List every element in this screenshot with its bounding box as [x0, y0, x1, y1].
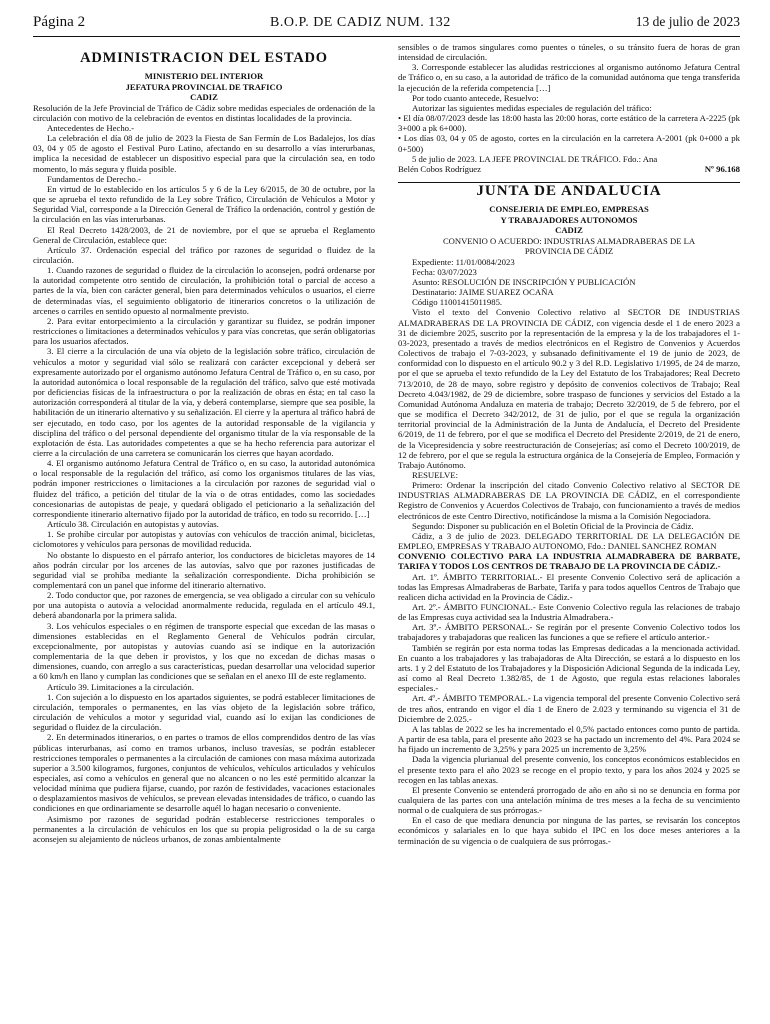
paragraph: Por todo cuanto antecede, Resuelvo: — [412, 92, 539, 103]
paragraph: 3. El cierre a la circulación de una vía objeto de la legislación sobre tráfico, circulación de vehículos a motor y seguridad vial sólo se realizará con carácter excepcional y deberá ser expresamente autorizado por el organismo autónomo Jefatura Central de Tráfico o, en su caso, por la autoridad autonómica o local responsable de la regulación del tráfico, salvo que esté motivada por deficiencias físicas de la infraestructura o por la realización de obras en ésta; en tal caso la autorización corresponderá al titular de la vía, y deberá contemplarse, siempre que sea posible, la habilitación de un itinerario alternativo y su señalización. El cierre y la apertura al tráfico habrá de ser ejecutado, en todo caso, por los agentes de la autoridad responsable de la vigilancia y disciplina del tráfico o del personal dependiente del organismo titular de la vía responsable de la explotación de ésta. Las autoridades competentes a que se ha hecho referencia para autorizar el cierre a la circulación de una carretera se comunicarán los cierres que hayan acordado. — [33, 346, 375, 458]
paragraph: 2. En determinados itinerarios, o en partes o tramos de ellos comprendidos dentro de las vías públicas interurbanas, así como en tramos urbanos, incluso travesías, se podrán establecer restricciones temporales o permanentes a la circulación de camiones con masa máxima autorizada superior a 3.500 kilogramos, furgones, conjuntos de vehículos, vehículos articulados y vehículos especiales, así como a vehículos en general que no alcancen o no les esté permitido alcanzar la velocidad mínima que pudiera fijarse, cuando, por razón de festividades, vacaciones estacionales o desplazamientos masivos de vehículos, se prevean elevadas intensidades de tráfico, o cuando las condiciones en que ordinariamente se desarrolle aquél lo hagan necesario o conveniente. — [33, 732, 375, 814]
paragraph: A las tablas de 2022 se les ha incrementado el 0,5% pactado entonces como punto de partida. A partir de esa tabla, para el presente año 2023 se ha pactado un incremento del 4%. Para 2024 se ha fijado un incremento de 3,25% y para 2025 un incremento de 3,25% — [398, 723, 740, 755]
consejeria-name: CONSEJERIA DE EMPLEO, EMPRESAS — [489, 204, 649, 215]
meta-line: Expediente: 11/01/0084/2023 — [412, 256, 515, 267]
paragraph: Resolución de la Jefe Provincial de Tráfico de Cádiz sobre medidas especiales de ordenación de la circulación con motivo de la celebración de eventos en distintas localidades de la provincia. — [33, 102, 375, 123]
bulletin-title: B.O.P. DE CADIZ NUM. 132 — [270, 15, 451, 30]
paragraph: 2. Para evitar entorpecimiento a la circulación y garantizar su fluidez, se podrán imponer restricciones o limitaciones a determinados vehículos y para vías concretas, que serán obligatorias para los usuarios afectados. — [33, 315, 375, 347]
paragraph: Artículo 37. Ordenación especial del tráfico por razones de seguridad o fluidez de la circulación. — [33, 244, 375, 265]
bulletin-date: 13 de julio de 2023 — [635, 14, 740, 29]
paragraph: Primero: Ordenar la inscripción del citado Convenio Colectivo relativo al SECTOR DE INDUSTRIAS ALMADRABERAS DE LA PROVINCIA DE CÁDIZ, en el correspondiente Registro de Convenios y Acuerdos Colectivos de Trabajo, con funcionamiento a través de medios electrónicos de este Centro Directivo, notificándose la misma a la Comisión Negociadora. — [398, 480, 740, 521]
page-number: Página 2 — [33, 14, 86, 30]
paragraph: Antecedentes de Hecho.- — [47, 122, 135, 133]
paragraph: Art. 3º.- ÁMBITO PERSONAL.- Se regirán por el presente Convenio Colectivo todos los trabajadores y trabajadoras que realicen las funciones a que se refiere el artículo anterior.- — [398, 622, 740, 643]
meta-line: Destinatario: JAIME SUAREZ OCAÑA — [412, 287, 554, 298]
paragraph: 2. Todo conductor que, por razones de emergencia, se vea obligado a circular con su vehículo por una autopista o autovía a velocidad anormalmente reducida, regulada en el artículo 49.1, deberá abandonarla por la primera salida. — [33, 590, 375, 621]
paragraph: • El día 08/07/2023 desde las 18:00 hasta las 20:00 horas, corte estático de la carretera A-2225 (pk 3+000 a pk 6+000). — [398, 113, 740, 134]
left-column — [33, 42, 375, 846]
office-city: CADIZ — [190, 92, 218, 103]
paragraph: Art. 2º.- ÁMBITO FUNCIONAL.- Este Convenio Colectivo regula las relaciones de trabajo de las Empresas cuya actividad sea la Industria Almadrabera.- — [398, 602, 740, 623]
meta-line: Fecha: 03/07/2023 — [412, 266, 477, 277]
consejeria-name-2: Y TRABAJADORES AUTONOMOS — [500, 214, 638, 225]
right-column — [398, 42, 740, 846]
paragraph: En virtud de lo establecido en los artículos 5 y 6 de la Ley 6/2015, de 30 de octubre, por la que se aprueba el texto refundido de la Ley sobre Tráfico, Circulación de Vehículos a Motor y Seguridad Vial, corresponde a la Dirección General de Tráfico la ordenación, control y gestión de la circulación en las vías interurbanas. — [33, 183, 375, 225]
consejeria-city: CADIZ — [555, 225, 583, 236]
paragraph: Fundamentos de Derecho.- — [47, 173, 141, 184]
paragraph: 1. Con sujeción a lo dispuesto en los apartados siguientes, se podrá establecer limitaciones de circulación, temporales o permanentes, en las vías objeto de la legislación sobre tráfico, circulación de vehículos a motor y seguridad vial, cuando así lo exijan las condiciones de seguridad o fluidez de la circulación. — [33, 691, 375, 733]
paragraph: También se regirán por esta norma todas las Empresas dedicadas a la mencionada actividad. En cuanto a los trabajadores y las trabajadoras de Alta Dirección, se estará a lo dispuesto en los arts. 1 y 2 del Estatuto de los Trabajadores y la Disposición Adicional Segunda de la indicada Ley, así como al Real Decreto 1.382/85, de 1 de Agosto, que regula estas relaciones laborales especiales.- — [398, 642, 740, 694]
ministry-name: MINISTERIO DEL INTERIOR — [144, 71, 264, 82]
paragraph: Segundo: Disponer su publicación en el Boletín Oficial de la Provincia de Cádiz. — [412, 520, 694, 531]
section-title-estado: ADMINISTRACION DEL ESTADO — [80, 50, 328, 66]
paragraph: Dada la vigencia plurianual del presente convenio, los conceptos económicos establecidos en el presente texto para el año 2023 se recoge en el propio texto, y para los años 2024 y 2025 se recogen en las tablas anexas. — [398, 754, 740, 785]
paragraph: 1. Se prohíbe circular por autopistas y autovías con vehículos de tracción animal, bicicletas, ciclomotores y vehículos para personas de movilidad reducida. — [33, 529, 375, 550]
signer-name: Belén Cobos Rodríguez — [398, 163, 482, 174]
paragraph: Cádiz, a 3 de julio de 2023. DELEGADO TERRITORIAL DE LA DELEGACIÓN DE EMPLEO, EMPRESAS Y TRABAJO AUTONOMO, Fdo.: DANIEL SANCHEZ ROMAN — [398, 530, 740, 552]
office-name: JEFATURA PROVINCIAL DE TRAFICO — [125, 81, 283, 92]
section-title-junta: JUNTA DE ANDALUCIA — [476, 183, 662, 200]
convenio-title: CONVENIO O ACUERDO: INDUSTRIAS ALMADRABERAS DE LA — [442, 235, 696, 246]
paragraph: 4. El organismo autónomo Jefatura Central de Tráfico o, en su caso, la autoridad autonómica o local responsable de la regulación del tráfico, así como los organismos titulares de las vías, podrán imponer restricciones o limitaciones a la circulación por razones de seguridad vial o fluidez del tráfico, a petición del titular de la vía o de otras entidades, como las sociedades concesionarias de autopistas de peaje, y quedará obligado el peticionario a la señalización del correspondiente itinerario alternativo fijado por la autoridad de tráfico, en todo su recorrido. […] — [33, 458, 375, 519]
paragraph: El presente Convenio se entenderá prorrogado de año en año si no se denuncia en forma por cualquiera de las partes con una antelación mínima de tres meses a la fecha de su vencimiento normal o de cualquiera de sus prórrogas.- — [398, 784, 740, 816]
meta-line: Asunto: RESOLUCIÓN DE INSCRIPCIÓN Y PUBLICACIÓN — [412, 277, 636, 287]
paragraph: En el caso de que mediara denuncia por ninguna de las partes, se revisarán los conceptos económicos y salariales en lo que haya subido el IPC en los doce meses anteriores a la terminación de su vigencia o de cualquiera de sus prórrogas.- — [398, 815, 740, 846]
paragraph: 3. Los vehículos especiales o en régimen de transporte especial que excedan de las masas o dimensiones establecidas en el Reglamento General de Vehículos podrán circular, excepcionalmente, por autopistas y autovías cuando así se indique en la autorización complementaria de la que deben ir provistos, y los que no excedan de dichas masas o dimensiones, cuando, con arreglo a sus características, puedan desarrollar una velocidad superior a 60 km/h en llano y cumplan las condiciones que se señalan en el anexo III de este reglamento. — [33, 620, 375, 682]
header-rule — [33, 36, 740, 37]
paragraph: La celebración el día 08 de julio de 2023 la Fiesta de San Fermín de Los Badalejos, los días 03, 04 y 05 de agosto el Festival Puro Latino, afectando en su desarrollo a vías interurbanas, implica la necesidad de establecer un dispositivo especial para que la circulación sea, en todo momento, lo más segura y fluida posible. — [33, 133, 375, 174]
paragraph: Art. 1º. ÁMBITO TERRITORIAL.- El presente Convenio Colectivo será de aplicación a todas las Empresas Almadraberas de Barbate, Tarifa y para todos aquellos Centros de Trabajo que realicen dicha actividad en la Provincia de Cádiz.- — [398, 571, 740, 602]
signature-line — [398, 164, 740, 174]
paragraph: sensibles o de tramos singulares como puentes o túneles, o su tránsito fuera de horas de gran intensidad de circulación. — [398, 42, 740, 63]
paragraph: 3. Corresponde establecer las aludidas restricciones al organismo autónomo Jefatura Central de Tráfico o, en su caso, a la autoridad de tráfico de la comunidad autónoma que tenga transferida la ejecución de la referida competencia […] — [398, 62, 740, 93]
paragraph: 5 de julio de 2023. LA JEFE PROVINCIAL DE TRÁFICO. Fdo.: Ana — [412, 153, 658, 164]
convenio-title-2: PROVINCIA DE CÁDIZ — [524, 246, 614, 257]
paragraph: Asimismo por razones de seguridad podrán establecerse restricciones temporales o permanentes a la circulación de vehículos en los que su propia peligrosidad o la de su carga aconsejen su alejamiento de núcleos urbanos, de zonas ambientalmente — [33, 813, 375, 844]
meta-line: Código 11001415011985. — [412, 297, 503, 308]
paragraph: Autorizar las siguientes medidas especiales de regulación del tráfico: — [412, 102, 652, 113]
paragraph: Artículo 39. Limitaciones a la circulación. — [47, 681, 194, 692]
paragraph: • Los días 03, 04 y 05 de agosto, cortes en la circulación en la carretera A-2001 (pk 0+000 a pk 0+500) — [398, 133, 740, 154]
announcement-number: Nº 96.168 — [704, 163, 740, 174]
paragraph: Artículo 38. Circulación en autopistas y autovías. — [47, 519, 219, 530]
convenio-heading: CONVENIO COLECTIVO PARA LA INDUSTRIA ALMADRABERA DE BARBATE, TARIFA Y TODOS LOS CENTROS DE TRABAJO DE LA PROVINCIA DE CÁDIZ.- — [398, 551, 740, 572]
paragraph: 1. Cuando razones de seguridad o fluidez de la circulación lo aconsejen, podrá ordenarse por la autoridad competente otro sentido de circulación, la prohibición total o parcial de acceso a partes de la vía, bien con carácter general, bien para determinados vehículos o usuarios, el cierre de determinadas vías, el seguimiento obligatorio de itinerarios concretos o la utilización de arcenes o carriles en sentido opuesto al normalmente previsto. — [33, 265, 375, 316]
page-header — [33, 14, 740, 34]
paragraph: Visto el texto del Convenio Colectivo relativo al SECTOR DE INDUSTRIAS ALMADRABERAS DE LA PROVINCIA DE CÁDIZ, con vigencia desde el 1 de enero 2023 a 31 de diciembre 2025, suscrito por la representación de la empresa y la de los trabajadores el 1-03-2023, presentado a través de medios electrónicos en el Registro de Convenios y Acuerdos Colectivos de trabajo el 7-03-2023, y subsanado definitivamente el 19 de junio de 2023, de conformidad con lo dispuesto en el artículo 90.2 y 3 del R.D. Legislativo 1/1995, de 24 de marzo, por el que se aprueba el texto refundido de la Ley del Estatuto de los Trabajadores; Real Decreto 713/2010, de 28 de mayo, sobre registro y depósito de convenios colectivos de Trabajo; Real Decreto 4.043/1982, de 29 de diciembre, sobre traspaso de funciones y servicios del Estado a la Comunidad Autónoma Andaluza en materia de trabajo; Decreto 32/2019, de 5 de febrero, por el que se modifica el Decreto 342/2012, de 31 de julio, por el que se regula la organización territorial provincial de la Administración de la Junta de Andalucía, el Decreto del Presidente 6/2019, de 11 de febrero, por el que se modifica el Decreto del Presidente 2/2019, de 21 de enero, de la Vicepresidencia y sobre reestructuración de Consejerías; así como el Decreto 100/2019, de 12 de febrero, por el que se regula la estructura orgánica de la Consejería de Empleo, Formación y Trabajo Autónomo. — [398, 307, 740, 470]
paragraph: No obstante lo dispuesto en el párrafo anterior, los conductores de bicicletas mayores de 14 años podrán circular por los arcenes de las autovías, salvo que por razones justificadas de seguridad vial se prohíba mediante la señalización correspondiente. Dicha prohibición se complementará con un panel que informe del itinerario alternativo. — [33, 549, 375, 590]
paragraph: El Real Decreto 1428/2003, de 21 de noviembre, por el que se aprueba el Reglamento General de Circulación, establece que: — [33, 224, 375, 245]
paragraph: RESUELVE: — [412, 469, 459, 480]
paragraph: Art. 4º.- ÁMBITO TEMPORAL.- La vigencia temporal del presente Convenio Colectivo será de tres años, entrando en vigor el día 1 de Enero de 2.023 y terminando su vigencia el 31 de Diciembre de 2.025.- — [398, 693, 740, 724]
